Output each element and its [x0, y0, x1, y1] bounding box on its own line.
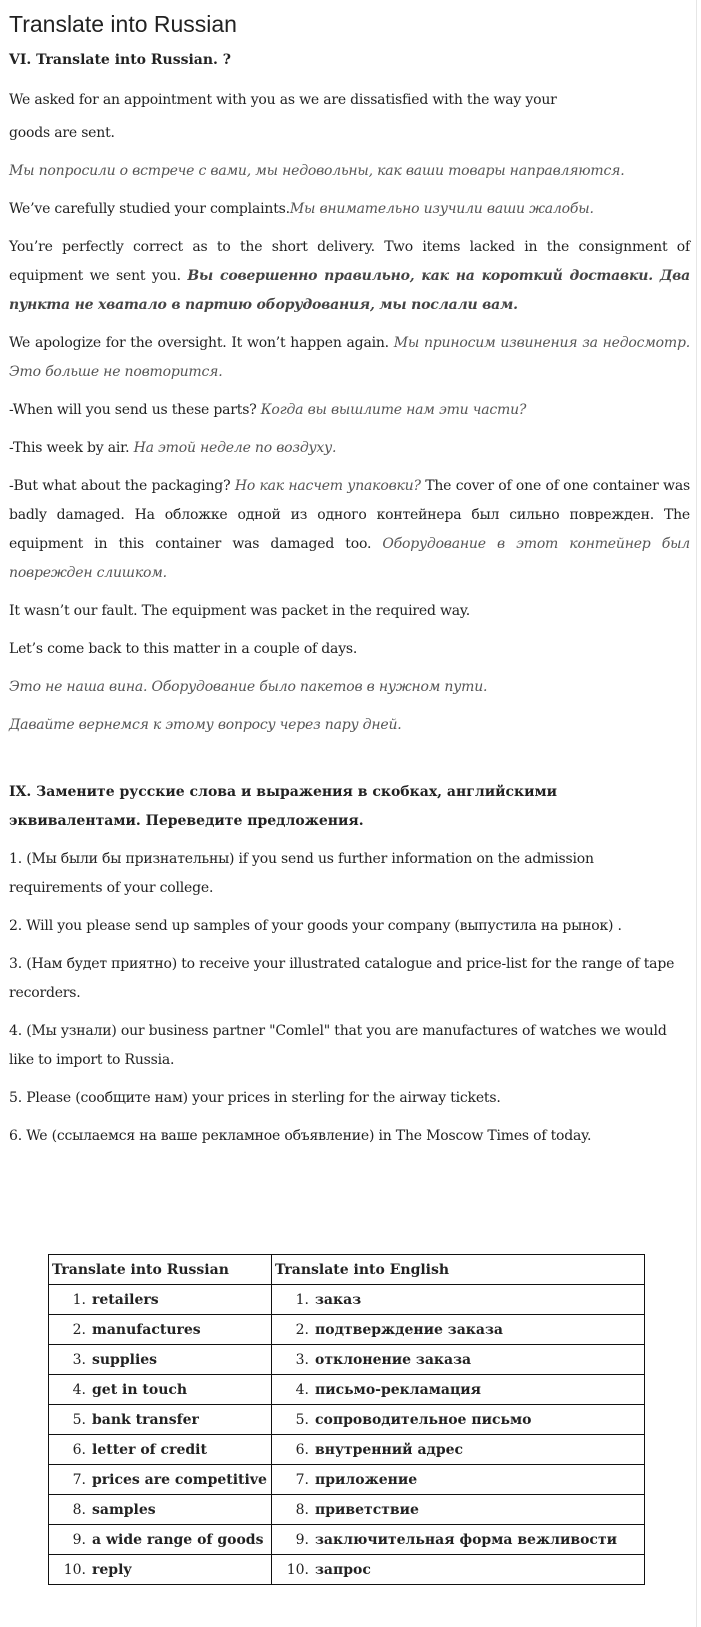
- term-text: письмо-рекламация: [315, 1381, 482, 1398]
- term-text: samples: [92, 1501, 156, 1518]
- paragraph-7: [9, 434, 690, 463]
- paragraph-7-english: -This week by air.: [9, 440, 134, 456]
- paragraph-7-russian: На этой неделе по воздуху.: [133, 440, 337, 456]
- term-text: prices are competitive: [92, 1471, 267, 1488]
- section-9-title: [9, 778, 690, 836]
- paragraph-1-line-1: We asked for an appointment with you as we are dissatisfied with the way your: [9, 92, 557, 108]
- exercise-item: 1. (Мы были бы признательны) if you send us further information on the admission requirements of your college.: [9, 851, 594, 896]
- row-number: 5.: [295, 1411, 309, 1428]
- term-text: manufactures: [92, 1321, 201, 1338]
- paragraph-9-text: It wasn’t our fault. The equipment was packet in the required way.: [9, 603, 470, 619]
- paragraph-2: [9, 157, 690, 186]
- exercise-item: 4. (Мы узнали) our business partner "Comlel" that you are manufactures of watches we would like to import to Russia.: [9, 1023, 667, 1068]
- exercise-item: 2. Will you please send up samples of your goods your company (выпустила на рынок) .: [9, 918, 622, 934]
- cell-russian-term: [272, 1285, 645, 1315]
- row-number: 10.: [286, 1561, 309, 1578]
- row-number: 6.: [72, 1441, 86, 1458]
- paragraph-6-russian: Когда вы вышлите нам эти части?: [260, 402, 527, 418]
- cell-english-term: [49, 1555, 272, 1585]
- paragraph-11: [9, 673, 690, 702]
- table-row: [49, 1435, 645, 1465]
- header-translate-into-english: Translate into English: [272, 1255, 645, 1285]
- paragraph-8-english-1: -But what about the packaging?: [9, 478, 235, 494]
- paragraph-3-russian: Мы внимательно изучили ваши жалобы.: [289, 201, 594, 217]
- term-text: supplies: [92, 1351, 158, 1368]
- row-number: 9.: [72, 1531, 86, 1548]
- cell-russian-term: [272, 1375, 645, 1405]
- header-translate-into-russian: Translate into Russian: [49, 1255, 272, 1285]
- row-number: 8.: [295, 1501, 309, 1518]
- section-9-title-line-1: IX. Замените русские слова и выражения в скобках, английскими: [9, 784, 558, 800]
- table-row: [49, 1405, 645, 1435]
- table-row: [49, 1315, 645, 1345]
- paragraph-1-line-2: goods are sent.: [9, 125, 115, 141]
- cell-english-term: [49, 1315, 272, 1345]
- exercise-item: 3. (Нам будет приятно) to receive your illustrated catalogue and price-list for the range of tape recorders.: [9, 956, 675, 1001]
- paragraph-5-russian: Мы приносим извинения за недосмотр. Это больше не повторится.: [9, 335, 690, 380]
- cell-russian-term: [272, 1525, 645, 1555]
- paragraph-1: [9, 86, 690, 115]
- page-title: Translate into Russian: [9, 11, 237, 37]
- paragraph-6: [9, 396, 690, 425]
- paragraph-8-russian-2: Оборудование в этот контейнер был поврежден слишком.: [9, 536, 690, 581]
- cell-russian-term: [272, 1315, 645, 1345]
- cell-english-term: [49, 1525, 272, 1555]
- term-text: retailers: [92, 1291, 159, 1308]
- term-text: подтверждение заказа: [315, 1321, 503, 1338]
- cell-russian-term: [272, 1495, 645, 1525]
- row-number: 5.: [72, 1411, 86, 1428]
- term-text: get in touch: [92, 1381, 188, 1398]
- cell-russian-term: [272, 1345, 645, 1375]
- paragraph-2-russian: Мы попросили о встрече с вами, мы недовольны, как ваши товары направляются.: [9, 163, 625, 179]
- row-number: 4.: [72, 1381, 86, 1398]
- term-text: отклонение заказа: [315, 1351, 472, 1368]
- term-text: запрос: [315, 1561, 371, 1578]
- table-header-row: [49, 1255, 645, 1285]
- row-number: 6.: [295, 1441, 309, 1458]
- paragraph-4-english: You’re perfectly correct as to the short delivery. Two items lacked in the consignment of equipment we sent you.: [9, 239, 690, 284]
- paragraph-10-text: Let’s come back to this matter in a couple of days.: [9, 641, 358, 657]
- term-text: сопроводительное письмо: [315, 1411, 532, 1428]
- cell-russian-term: [272, 1435, 645, 1465]
- row-number: 7.: [72, 1471, 86, 1488]
- paragraph-5-english: We apologize for the oversight. It won’t happen again.: [9, 335, 394, 351]
- section-9-title-line-2: эквивалентами. Переведите предложения.: [9, 813, 364, 829]
- table-row: [49, 1375, 645, 1405]
- term-text: приложение: [315, 1471, 418, 1488]
- table-row: [49, 1525, 645, 1555]
- paragraph-12-russian: Давайте вернемся к этому вопросу через пару дней.: [9, 717, 402, 733]
- vocabulary-table: [48, 1254, 645, 1585]
- cell-russian-term: [272, 1405, 645, 1435]
- row-number: 4.: [295, 1381, 309, 1398]
- exercise-item: 6. We (ссылаемся на ваше рекламное объявление) in The Moscow Times of today.: [9, 1128, 592, 1144]
- paragraph-10: [9, 635, 690, 664]
- paragraph-4-russian: Вы совершенно правильно, как на короткий доставки. Два пункта не хватало в партию оборудования, мы послали вам.: [9, 268, 690, 313]
- paragraph-8-english-2: The cover of one of one container was badly damaged. На обложке одной из одного контейнера был сильно поврежден. The equipment in this container was damaged too.: [9, 478, 690, 552]
- cell-english-term: [49, 1345, 272, 1375]
- cell-russian-term: [272, 1465, 645, 1495]
- cell-english-term: [49, 1495, 272, 1525]
- paragraph-4: [9, 233, 690, 320]
- paragraph-6-english: -When will you send us these parts?: [9, 402, 261, 418]
- exercise-list: [9, 845, 690, 1151]
- row-number: 10.: [63, 1561, 86, 1578]
- row-number: 7.: [295, 1471, 309, 1488]
- paragraph-3-english: We’ve carefully studied your complaints.: [9, 201, 290, 217]
- paragraph-8-russian-1: Но как насчет упаковки?: [234, 478, 421, 494]
- table-row: [49, 1465, 645, 1495]
- cell-english-term: [49, 1375, 272, 1405]
- cell-english-term: [49, 1465, 272, 1495]
- cell-russian-term: [272, 1555, 645, 1585]
- row-number: 2.: [72, 1321, 86, 1338]
- paragraph-12: [9, 711, 690, 740]
- term-text: a wide range of goods: [92, 1531, 264, 1548]
- row-number: 3.: [72, 1351, 86, 1368]
- term-text: заключительная форма вежливости: [315, 1531, 617, 1548]
- row-number: 9.: [295, 1531, 309, 1548]
- table-row: [49, 1285, 645, 1315]
- term-text: внутренний адрес: [315, 1441, 464, 1458]
- section-6-title: VI. Translate into Russian. ?: [9, 52, 231, 68]
- paragraph-8: [9, 472, 690, 588]
- paragraph-9: [9, 597, 690, 626]
- term-text: bank transfer: [92, 1411, 199, 1428]
- table-row: [49, 1345, 645, 1375]
- paragraph-3: [9, 195, 690, 224]
- cell-english-term: [49, 1285, 272, 1315]
- row-number: 3.: [295, 1351, 309, 1368]
- term-text: reply: [92, 1561, 132, 1578]
- row-number: 1.: [295, 1291, 309, 1308]
- paragraph-1b: [9, 119, 690, 148]
- term-text: заказ: [315, 1291, 362, 1308]
- exercise-item: 5. Please (сообщите нам) your prices in sterling for the airway tickets.: [9, 1090, 501, 1106]
- row-number: 2.: [295, 1321, 309, 1338]
- paragraph-11-russian: Это не наша вина. Оборудование было пакетов в нужном пути.: [9, 679, 488, 695]
- row-number: 8.: [72, 1501, 86, 1518]
- term-text: letter of credit: [92, 1441, 207, 1458]
- row-number: 1.: [72, 1291, 86, 1308]
- paragraph-5: [9, 329, 690, 387]
- table-row: [49, 1555, 645, 1585]
- table-row: [49, 1495, 645, 1525]
- cell-english-term: [49, 1405, 272, 1435]
- cell-english-term: [49, 1435, 272, 1465]
- term-text: приветствие: [315, 1501, 419, 1518]
